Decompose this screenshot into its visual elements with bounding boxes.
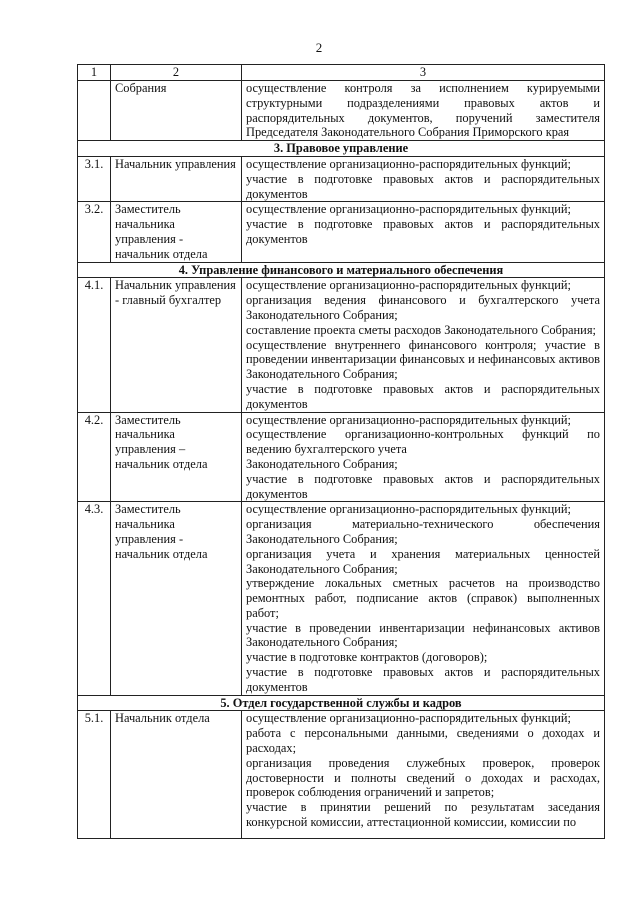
table-row [78, 278, 605, 412]
row-number: 4.2. [78, 412, 111, 502]
table-header-row [78, 65, 605, 81]
duties-cell [242, 81, 605, 141]
duty-line: организация учета и хранения материальных ценностей Законодательного Собрания; [246, 546, 600, 576]
continuation-space [246, 830, 600, 838]
duties-table [77, 64, 605, 839]
duty-line: осуществление организационно-контрольных функций по ведению бухгалтерского учета [246, 427, 600, 457]
duty-line: Законодательного Собрания; [246, 456, 398, 471]
position-cell: Начальник управления - главный бухгалтер [111, 278, 242, 412]
position-cell: Собрания [111, 81, 242, 141]
duty-line: участие в подготовке контрактов (договоров); [246, 650, 488, 665]
duty-line: участие в подготовке правовых актов и распорядительных документов [246, 381, 600, 411]
section-heading: 4. Управление финансового и материального обеспечения [78, 262, 605, 278]
duty-line: участие в подготовке правовых актов и распорядительных документов [246, 217, 600, 246]
duty-line: осуществление организационно-распорядительных функций; [246, 711, 571, 726]
duties-cell [242, 502, 605, 695]
section-row [78, 141, 605, 157]
row-number: 3.1. [78, 156, 111, 201]
duties-cell [242, 412, 605, 502]
position-cell: Заместитель начальника управления – начальник отдела [111, 412, 242, 502]
duty-line: работа с персональными данными, сведениями о доходах и расходах; [246, 726, 600, 756]
row-number: 4.3. [78, 502, 111, 695]
duties-cell [242, 156, 605, 201]
duties-cell [242, 278, 605, 412]
duty-line: участие в подготовке правовых актов и распорядительных документов [246, 665, 600, 694]
table-row [78, 711, 605, 838]
section-heading: 3. Правовое управление [78, 141, 605, 157]
duty-line: утверждение локальных сметных расчетов на производство ремонтных работ, подписание актов (справок) выполненных работ; [246, 576, 600, 620]
page-number: 2 [315, 40, 323, 55]
table-row [78, 502, 605, 695]
position-cell: Заместитель начальника управления - начальник отдела [111, 502, 242, 695]
table-row [78, 156, 605, 201]
duty-line: участие в подготовке правовых актов и распорядительных документов [246, 171, 600, 201]
duty-line: участие в подготовке правовых актов и распорядительных документов [246, 471, 600, 501]
section-row [78, 695, 605, 711]
section-row [78, 262, 605, 278]
duty-line: организация материально-технического обеспечения Законодательного Собрания; [246, 517, 600, 546]
table-row [78, 81, 605, 141]
duty-line: осуществление контроля за исполнением курируемыми структурными подразделениями правовых актов и распорядительных документов, поручений заместителя Председателя Законодательного Собрания Приморского края [246, 81, 600, 140]
duties-cell [242, 202, 605, 262]
table-row [78, 412, 605, 502]
position-cell: Заместитель начальника управления - начальник отдела [111, 202, 242, 262]
row-number [78, 81, 111, 141]
duties-cell [242, 711, 605, 838]
duty-line: осуществление организационно-распорядительных функций; [246, 502, 571, 517]
duty-line: участие в проведении инвентаризации нефинансовых активов Законодательного Собрания; [246, 620, 600, 650]
duty-line: осуществление внутреннего финансового контроля; участие в проведении инвентаризации финансовых и нефинансовых активов Законодательного Собрания; [246, 337, 600, 382]
row-number: 3.2. [78, 202, 111, 262]
table-row [78, 202, 605, 262]
duty-line: осуществление организационно-распорядительных функций; [246, 156, 571, 171]
header-col-2: 2 [111, 65, 242, 81]
duty-line: осуществление организационно-распорядительных функций; [246, 278, 571, 293]
duty-line: организация ведения финансового и бухгалтерского учета Законодательного Собрания; [246, 293, 600, 322]
header-col-3: 3 [242, 65, 605, 81]
section-heading: 5. Отдел государственной службы и кадров [78, 695, 605, 711]
header-col-1: 1 [78, 65, 111, 81]
row-number: 5.1. [78, 711, 111, 838]
duty-line: участие в принятии решений по результатам заседания конкурсной комиссии, аттестационной комиссии, комиссии по [246, 800, 600, 830]
duty-line: осуществление организационно-распорядительных функций; [246, 412, 571, 427]
duty-line: составление проекта сметы расходов Законодательного Собрания; [246, 322, 596, 337]
position-cell: Начальник управления [111, 156, 242, 201]
duty-line: осуществление организационно-распорядительных функций; [246, 202, 571, 217]
position-cell: Начальник отдела [111, 711, 242, 838]
row-number: 4.1. [78, 278, 111, 412]
duty-line: организация проведения служебных проверок, проверок достоверности и полноты сведений о доходах и расходах, проверок соблюдения ограничений и запретов; [246, 755, 600, 800]
